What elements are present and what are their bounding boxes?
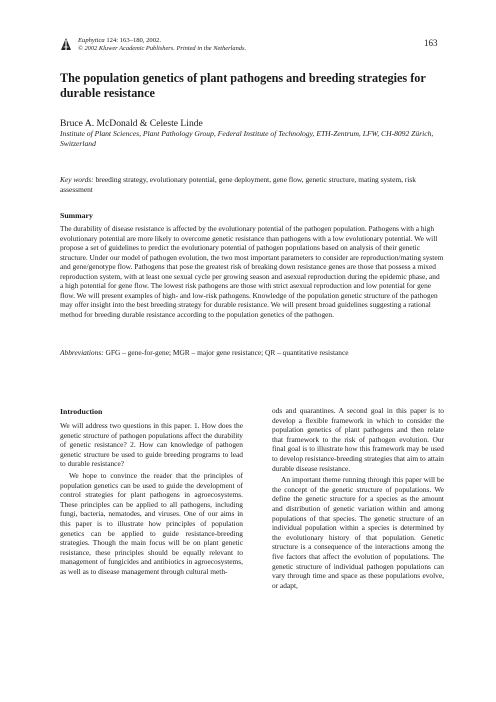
author-affiliation: Institute of Plant Sciences, Plant Pathology Group, Federal Institute of Technology, ETH-Zentrum, LFW, CH-8092 Zürich, Switzerland bbox=[60, 129, 434, 148]
keywords-text: breeding strategy, evolutionary potential, gene deployment, gene flow, genetic structure, mating system, risk assessment bbox=[60, 175, 416, 194]
paragraph: An important theme running through this paper will be the concept of the genetic structure of populations. We define the genetic structure for a species as the amount and distribution of genetic variation within and among populations of that species. The genetic structure of an individual population within a species is determined by the evolutionary history of that population. Genetic structure is a consequence of the interactions among the five factors that affect the evolution of populations. The genetic structure of individual pathogen populations can vary through time and space as these populations evolve, or adapt, bbox=[272, 475, 444, 590]
citation-details: 124: 163–180, 2002. bbox=[104, 37, 161, 44]
paragraph: ods and quarantines. A second goal in this paper is to develop a flexible framework in which to consider the population genetics of plant pathogens and then relate that framework to the risk of pathogen evolution. Our final goal is to illustrate how this framework may be used to develop resistance-breeding strategies that aim to attain durable disease resistance. bbox=[272, 406, 444, 473]
copyright-line: © 2002 Kluwer Academic Publishers. Printed in the Netherlands. bbox=[78, 45, 247, 52]
author-list: Bruce A. McDonald & Celeste Linde bbox=[60, 118, 203, 129]
introduction-heading: Introduction bbox=[60, 407, 103, 416]
paragraph: We will address two questions in this paper. 1. How does the genetic structure of pathogen populations affect the durability of genetic resistance? 2. How can knowledge of pathogen genetic structure be used to guide breeding programs to lead to durable resistance? bbox=[60, 421, 243, 469]
page-number: 163 bbox=[424, 38, 438, 48]
paragraph: We hope to convince the reader that the principles of population genetics can be used to guide the development of control strategies for plant pathogens in agroecosystems. These principles can be applied to all pathogens, including fungi, bacteria, nematodes, and viruses. One of our aims in this paper is to illustrate how principles of population genetics can be applied to guide resistance-breeding strategies. Though the main focus will be on plant genetic resistance, these principles should be equally relevant to management of fungicides and antibiotics in agroecosystems, as well as to disease management through cultural meth- bbox=[60, 470, 243, 576]
left-column bbox=[60, 421, 243, 577]
abbreviations-label: Abbreviations: bbox=[60, 348, 104, 357]
summary-text: The durability of disease resistance is affected by the evolutionary potential of the pathogen population. Pathogens with a high evolutionary potential are more likely to overcome genetic resistance than pathogens with a low evolutionary potential. We will propose a set of guidelines to predict the evolutionary potential of pathogen populations based on analysis of their genetic structure. Under our model of pathogen evolution, the two most important parameters to consider are reproduction/mating system and gene/genotype flow. Pathogens that pose the greatest risk of breaking down resistance genes are those that possess a mixed reproduction system, with at least one sexual cycle per growing season and asexual reproduction during the epidemic phase, and a high potential for gene flow. The lowest risk pathogens are those with strict asexual reproduction and low potential for gene flow. We will present examples of high- and low-risk pathogens. Knowledge of the population genetic structure of the pathogen may offer insight into the best breeding strategy for durable resistance. We will present broad guidelines suggesting a rational method for breeding durable resistance according to the population genetics of the pathogen. bbox=[60, 224, 444, 319]
abbreviations-text: GFG – gene-for-gene; MGR – major gene resistance; QR – quantitative resistance bbox=[103, 348, 349, 357]
summary-heading: Summary bbox=[60, 211, 93, 220]
right-column bbox=[272, 406, 444, 590]
keywords-label: Key words: bbox=[60, 175, 94, 184]
article-title: The population genetics of plant pathogens and breeding strategies for durable resistance bbox=[60, 71, 426, 100]
keywords bbox=[60, 175, 450, 194]
journal-name: Euphytica bbox=[78, 37, 105, 44]
publisher-logo bbox=[60, 37, 72, 51]
abbreviations bbox=[60, 348, 450, 358]
